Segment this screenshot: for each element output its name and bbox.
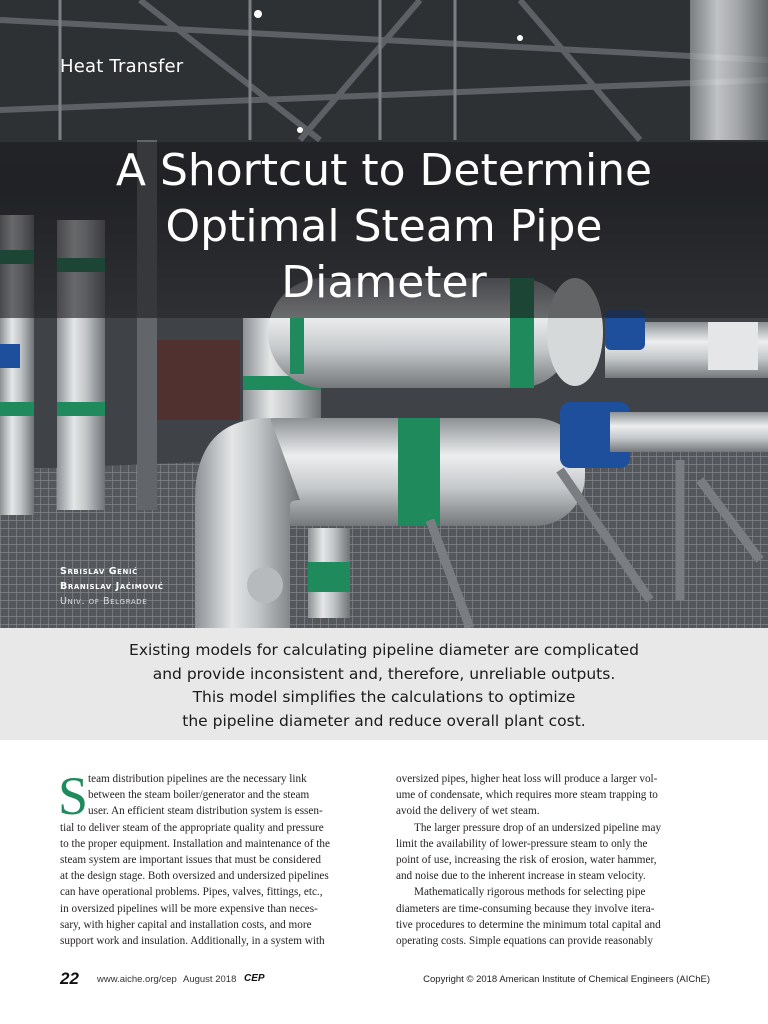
abstract-line: the pipeline diameter and reduce overall plant cost. [182, 711, 586, 730]
body-line: tive procedures to determine the minimum total capital and [396, 918, 661, 931]
body-column-right [396, 771, 706, 949]
body-line: ume of condensate, which requires more steam trapping to [396, 789, 658, 802]
body-line: user. An efficient steam distribution system is essen- [88, 805, 323, 818]
body-line: at the design stage. Both oversized and undersized pipelines [60, 870, 329, 883]
copyright-notice: Copyright © 2018 American Institute of Chemical Engineers (AIChE) [423, 974, 710, 985]
body-line: oversized pipes, higher heat loss will produce a larger vol- [396, 773, 658, 785]
body-line: sary, with higher capital and installation costs, and more [60, 918, 312, 931]
author-name: Branislav Jaćimović [60, 581, 164, 592]
body-line: avoid the delivery of wet steam. [396, 805, 540, 818]
body-line: limit the availability of lower-pressure steam to only the [396, 837, 648, 850]
abstract-line: Existing models for calculating pipeline diameter are complicated [129, 641, 639, 659]
page-number: 22 [60, 969, 79, 988]
article-title [0, 143, 768, 311]
footer-url[interactable]: www.aiche.org/cep [97, 974, 177, 985]
title-line-1: A Shortcut to Determine [115, 145, 653, 196]
drop-cap: S [58, 766, 89, 826]
abstract-line: This model simplifies the calculations to optimize [192, 688, 576, 706]
body-line: point of use, increasing the risk of erosion, water hammer, [396, 854, 657, 867]
section-label: Heat Transfer [60, 56, 184, 77]
body-line: diameters are time-consuming because they involve itera- [396, 902, 655, 915]
body-line: can have operational problems. Pipes, valves, fittings, etc., [60, 886, 323, 899]
body-line: and noise due to the inherent increase in steam velocity. [396, 870, 646, 883]
body-line: to the proper equipment. Installation and maintenance of the [60, 837, 330, 850]
body-line: between the steam boiler/generator and the steam [88, 789, 310, 802]
author-block [60, 564, 164, 609]
body-line: operating costs. Simple equations can provide reasonably [396, 935, 653, 948]
title-line-3: Diameter [281, 257, 487, 308]
body-line: support work and insulation. Additionally, in a system with [60, 935, 325, 948]
magazine-name: CEP [244, 973, 265, 984]
body-line: Mathematically rigorous methods for selecting pipe [414, 886, 646, 899]
abstract-line: and provide inconsistent and, therefore, unreliable outputs. [152, 664, 616, 683]
title-line-2: Optimal Steam Pipe [165, 201, 603, 252]
author-affiliation: Univ. of Belgrade [60, 596, 148, 607]
body-line: in oversized pipelines will be more expensive than neces- [60, 902, 318, 915]
author-name: Srbislav Genić [60, 566, 138, 577]
body-line: The larger pressure drop of an undersized pipeline may [414, 821, 662, 834]
body-line: tial to deliver steam of the appropriate quality and pressure [60, 821, 324, 834]
page-footer [60, 969, 710, 989]
body-line: team distribution pipelines are the necessary link [88, 773, 307, 785]
article-abstract [0, 639, 768, 733]
footer-date: August 2018 [183, 974, 237, 985]
body-line: steam system are important issues that must be considered [60, 854, 321, 867]
body-column-left [58, 766, 370, 949]
